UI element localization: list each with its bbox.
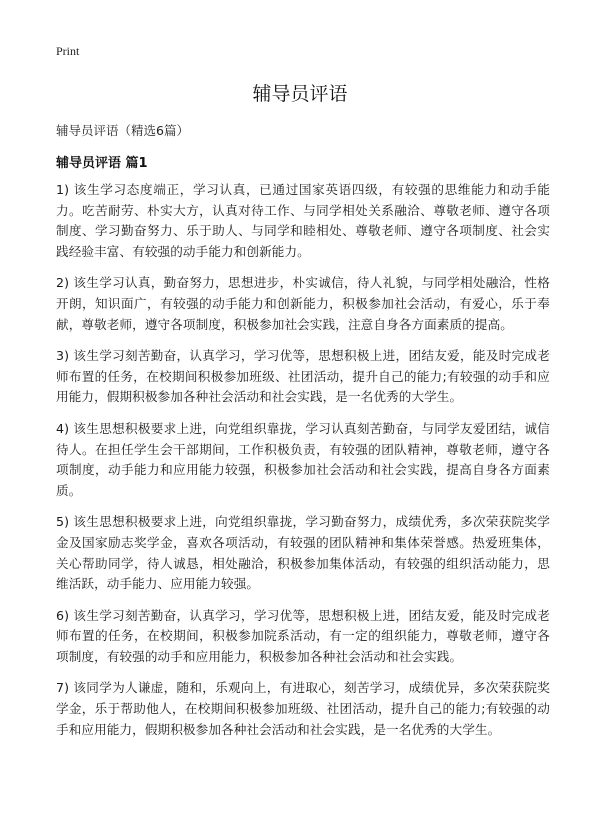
comment-paragraph-6: 6) 该生学习刻苦勤奋，认真学习，学习优等，思想积极上进，团结友爱，能及时完成老师布置的任务，在校期间，积极参加院系活动，有一定的组织能力，尊敬老师，遵守各项制度，有较强的动手和应用能力，积极参加各种社会活动和社会实践。: [56, 607, 550, 664]
document-subtitle: 辅导员评语（精选6篇）: [56, 123, 189, 138]
comment-paragraph-7: 7) 该同学为人谦虚，随和，乐观向上，有进取心，刻苦学习，成绩优异，多次荣获院奖学金，乐于帮助他人，在校期间积极参加班级、社团活动，提升自己的能力;有较强的动手和应用能力，假期积极参加各种社会活动和社会实践，是一名优秀的大学生。: [56, 680, 550, 737]
comment-paragraph-2: 2) 该生学习认真，勤奋努力，思想进步，朴实诚信，待人礼貌，与同学相处融洽，性格开朗，知识面广，有较强的动手能力和创新能力，积极参加社会活动，有爱心，乐于奉献，尊敬老师，遵守各项制度，积极参加社会实践，注意自身各方面素质的提高。: [56, 275, 550, 332]
comment-list: [56, 180, 550, 751]
comment-paragraph-4: 4) 该生思想积极要求上进，向党组织靠拢，学习认真刻苦勤奋，与同学友爱团结，诚信待人。在担任学生会干部期间，工作积极负责，有较强的团队精神，尊敬老师，遵守各项制度，动手能力和应用能力较强，积极参加社会活动和社会实践，提高自身各方面素质。: [56, 420, 550, 498]
comment-paragraph-1: 1) 该生学习态度端正，学习认真，已通过国家英语四级，有较强的思维能力和动手能力。吃苦耐劳、朴实大方，认真对待工作、与同学相处关系融洽、尊敬老师、遵守各项制度、学习勤奋努力、乐于助人、与同学和睦相处、尊敬老师、遵守各项制度、社会实践经验丰富、有较强的动手能力和创新能力。: [56, 182, 550, 259]
comment-paragraph-3: 3) 该生学习刻苦勤奋，认真学习，学习优等，思想积极上进，团结友爱，能及时完成老师布置的任务，在校期间积极参加班级、社团活动，提升自己的能力;有较强的动手和应用能力，假期积极参加各种社会活动和社会实践，是一名优秀的大学生。: [56, 348, 550, 405]
comment-paragraph-5: 5) 该生思想积极要求上进，向党组织靠拢，学习勤奋努力，成绩优秀，多次荣获院奖学金及国家励志奖学金，喜欢各项活动，有较强的团队精神和集体荣誉感。热爱班集体，关心帮助同学，待人诚恳，相处融洽，积极参加集体活动，有较强的组织活动能力，思维活跃，动手能力、应用能力较强。: [56, 514, 550, 592]
print-label: Print: [56, 44, 80, 58]
page-title: 辅导员评语: [252, 83, 348, 105]
section-heading: 辅导员评语 篇1: [56, 156, 148, 171]
